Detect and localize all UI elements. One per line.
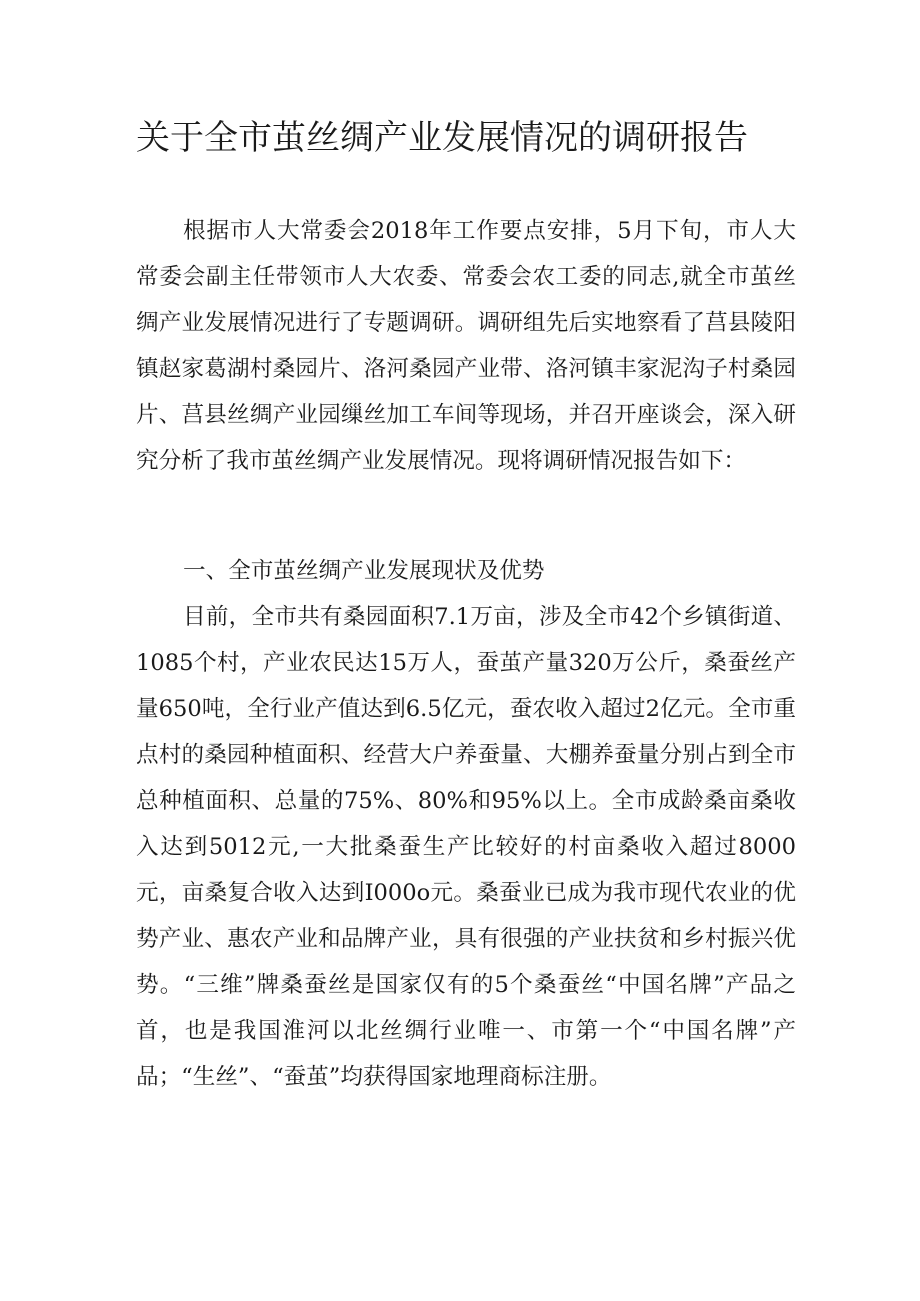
document-title: 关于全市茧丝绸产业发展情况的调研报告 xyxy=(136,118,748,158)
section-heading: 一、全市茧丝绸产业发展现状及优势 xyxy=(183,558,545,584)
body-paragraph: 目前，全市共有桑园面积7.1万亩，涉及全市42个乡镇街道、1085个村，产业农民达15万人，蚕茧产量320万公斤，桑蚕丝产量650吨，全行业产值达到6.5亿元，蚕农收入超过2亿元。全市重点村的桑园种植面积、经营大户养蚕量、大棚养蚕量分别占到全市总种植面积、总量的75%、80%和95%以上。全市成龄桑亩桑收入达到5012元,一大批桑蚕生产比较好的村亩桑收入超过8000元，亩桑复合收入达到I000o元。桑蚕业已成为我市现代农业的优势产业、惠农产业和品牌产业，具有很强的产业扶贫和乡村振兴优势。“三维”牌桑蚕丝是国家仅有的5个桑蚕丝“中国名牌”产品之首，也是我国淮河以北丝绸行业唯一、市第一个“中国名牌”产品；“生丝”、“蚕茧”均获得国家地理商标注册。 xyxy=(136,604,796,1090)
intro-paragraph: 根据市人大常委会2018年工作要点安排，5月下旬，市人大常委会副主任带领市人大农委、常委会农工委的同志,就全市茧丝绸产业发展情况进行了专题调研。调研组先后实地察看了莒县陵阳镇赵家葛湖村桑园片、洛河桑园产业带、洛河镇丰家泥沟子村桑园片、莒县丝绸产业园缫丝加工车间等现场，并召开座谈会，深入研究分析了我市茧丝绸产业发展情况。现将调研情况报告如下： xyxy=(136,218,796,474)
